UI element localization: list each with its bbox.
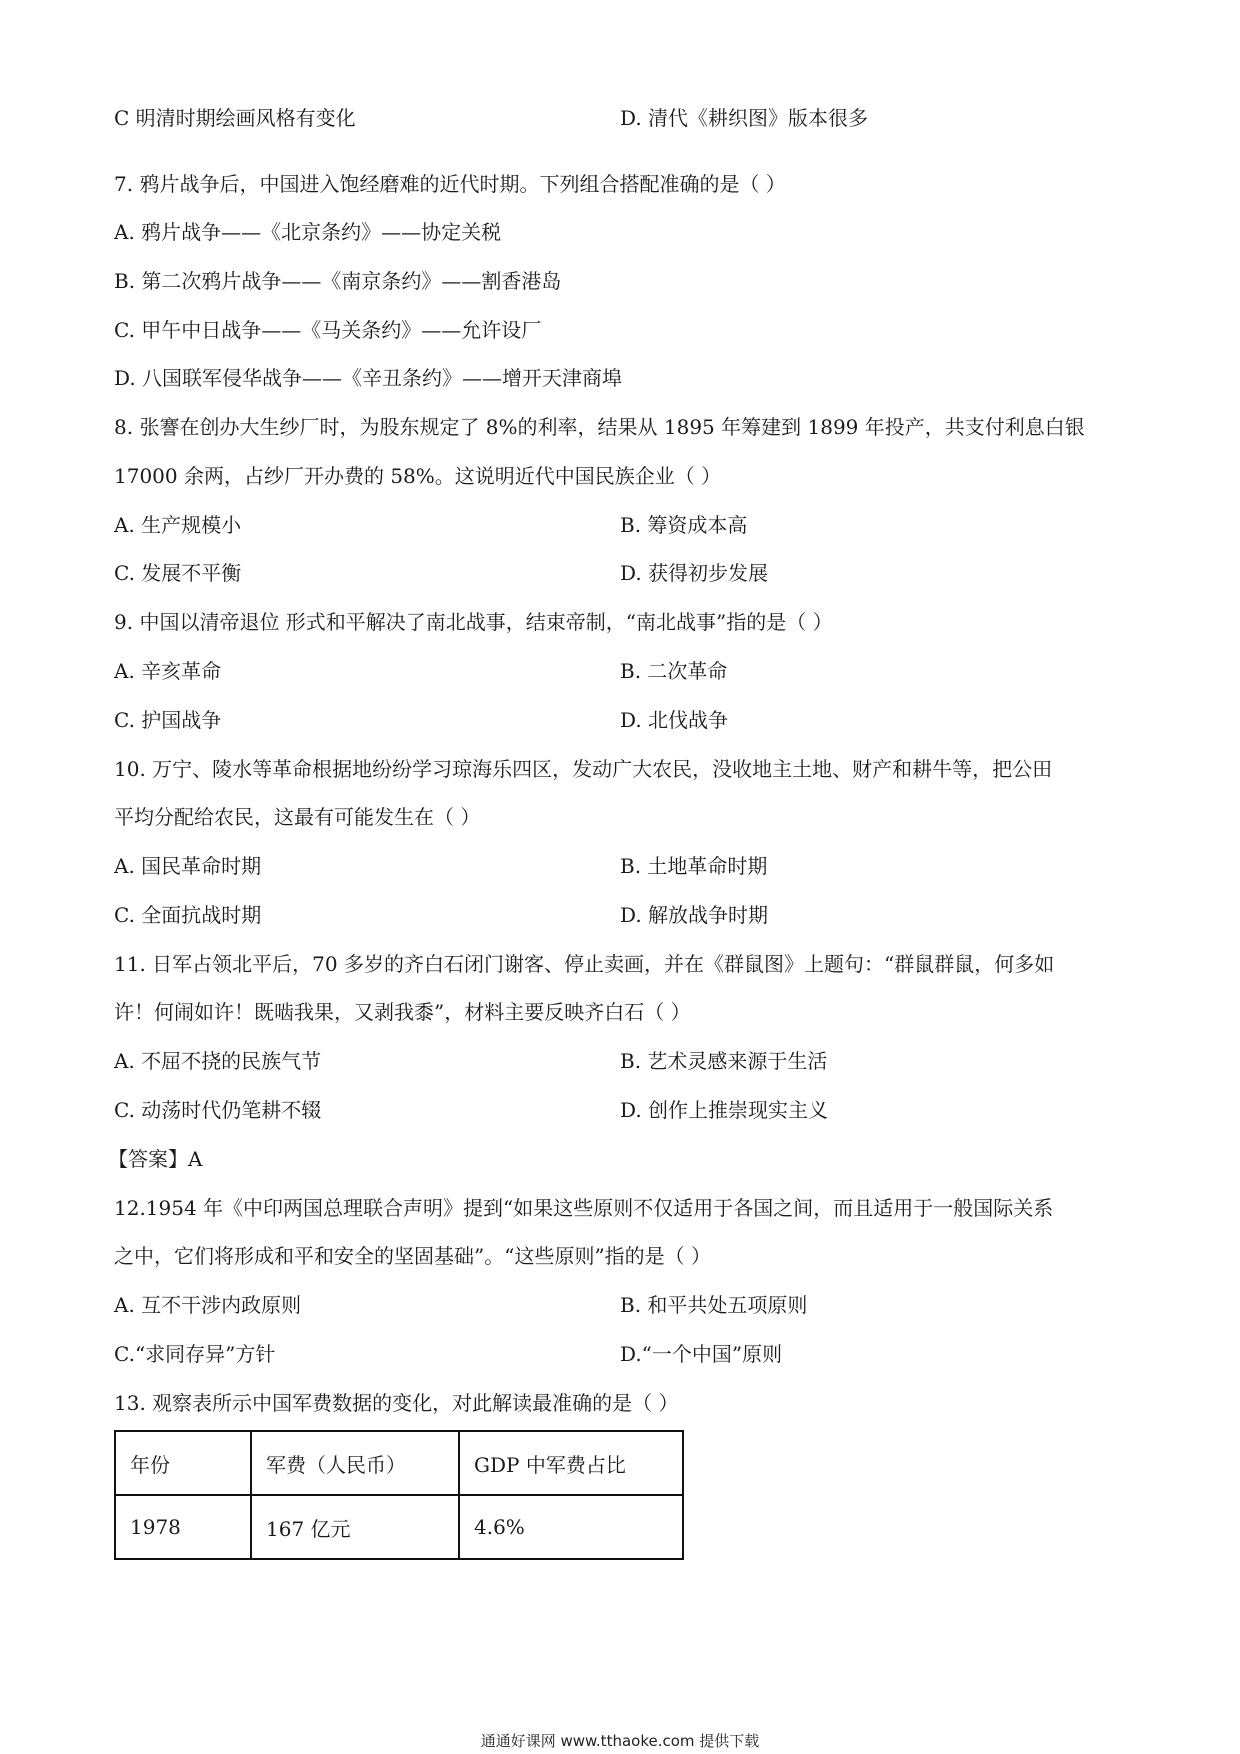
table-header-cell: GDP 中军费占比 [459,1431,683,1495]
q10-stem-line1: 10. 万宁、陵水等革命根据地纷纷学习琼海乐四区，发动广大农民，没收地主土地、财产和耕牛等，把公田 [114,757,1053,781]
table-header-cell: 年份 [115,1431,251,1495]
q6-option-c: C 明清时期绘画风格有变化 [114,106,356,130]
q10-option-a: A. 国民革命时期 [114,854,262,878]
q11-option-d: D. 创作上推崇现实主义 [620,1098,829,1122]
q11-option-c: C. 动荡时代仍笔耕不辍 [114,1098,322,1122]
q9-option-c: C. 护国战争 [114,708,222,732]
q10-stem-line2: 平均分配给农民，这最有可能发生在（ ） [114,805,481,829]
q7-option-a: A. 鸦片战争——《北京条约》——协定关税 [114,220,502,244]
q12-stem-line1: 12.1954 年《中印两国总理联合声明》提到“如果这些原则不仅适用于各国之间，而且适用于一般国际关系 [114,1196,1054,1220]
q8-option-d: D. 获得初步发展 [620,561,769,585]
q8-option-b: B. 筹资成本高 [620,513,748,537]
q11-stem-line1: 11. 日军占领北平后，70 多岁的齐白石闭门谢客、停止卖画，并在《群鼠图》上题句：“群鼠群鼠，何多如 [114,952,1055,976]
military-spending-table [114,1430,684,1560]
q8-option-c: C. 发展不平衡 [114,561,242,585]
q8-option-a: A. 生产规模小 [114,513,242,537]
q11-stem-line2: 许！何闹如许！既啮我果，又剥我黍”，材料主要反映齐白石（ ） [114,1000,691,1024]
q6-option-d: D. 清代《耕织图》版本很多 [620,106,869,130]
table-header-cell: 军费（人民币） [251,1431,459,1495]
q12-stem-line2: 之中，它们将形成和平和安全的坚固基础”。“这些原则”指的是（ ） [114,1244,712,1268]
q10-option-d: D. 解放战争时期 [620,903,769,927]
q10-option-c: C. 全面抗战时期 [114,903,262,927]
q7-option-c: C. 甲午中日战争——《马关条约》——允许设厂 [114,318,542,342]
table-cell: 4.6% [459,1495,683,1559]
table-header-row [115,1431,683,1495]
q7-option-d: D. 八国联军侵华战争——《辛丑条约》——增开天津商埠 [114,366,623,390]
q11-answer: 【答案】A [108,1147,203,1171]
q12-option-b: B. 和平共处五项原则 [620,1293,808,1317]
page-footer: 通通好课网 www.tthaoke.com 提供下载 [480,1732,760,1750]
q8-stem-line1: 8. 张謇在创办大生纱厂时，为股东规定了 8%的利率，结果从 1895 年筹建到 1899 年投产，共支付利息白银 [114,415,1085,439]
q12-option-c: C.“求同存异”方针 [114,1342,276,1366]
q13-stem: 13. 观察表所示中国军费数据的变化，对此解读最准确的是（ ） [114,1391,679,1415]
q9-stem: 9. 中国以清帝退位 形式和平解决了南北战事，结束帝制，“南北战事”指的是（ ） [114,610,833,634]
q9-option-a: A. 辛亥革命 [114,659,222,683]
q11-option-b: B. 艺术灵感来源于生活 [620,1049,828,1073]
q9-option-b: B. 二次革命 [620,659,728,683]
q7-option-b: B. 第二次鸦片战争——《南京条约》——割香港岛 [114,269,562,293]
q8-stem-line2: 17000 余两，占纱厂开办费的 58%。这说明近代中国民族企业（ ） [114,464,722,488]
table-cell: 167 亿元 [251,1495,459,1559]
table-row [115,1495,683,1559]
q12-option-d: D.“一个中国”原则 [620,1342,783,1366]
q7-stem: 7. 鸦片战争后，中国进入饱经磨难的近代时期。下列组合搭配准确的是（ ） [114,172,786,196]
q12-option-a: A. 互不干涉内政原则 [114,1293,302,1317]
table-cell: 1978 [115,1495,251,1559]
q9-option-d: D. 北伐战争 [620,708,729,732]
q10-option-b: B. 土地革命时期 [620,854,768,878]
q11-option-a: A. 不屈不挠的民族气节 [114,1049,322,1073]
